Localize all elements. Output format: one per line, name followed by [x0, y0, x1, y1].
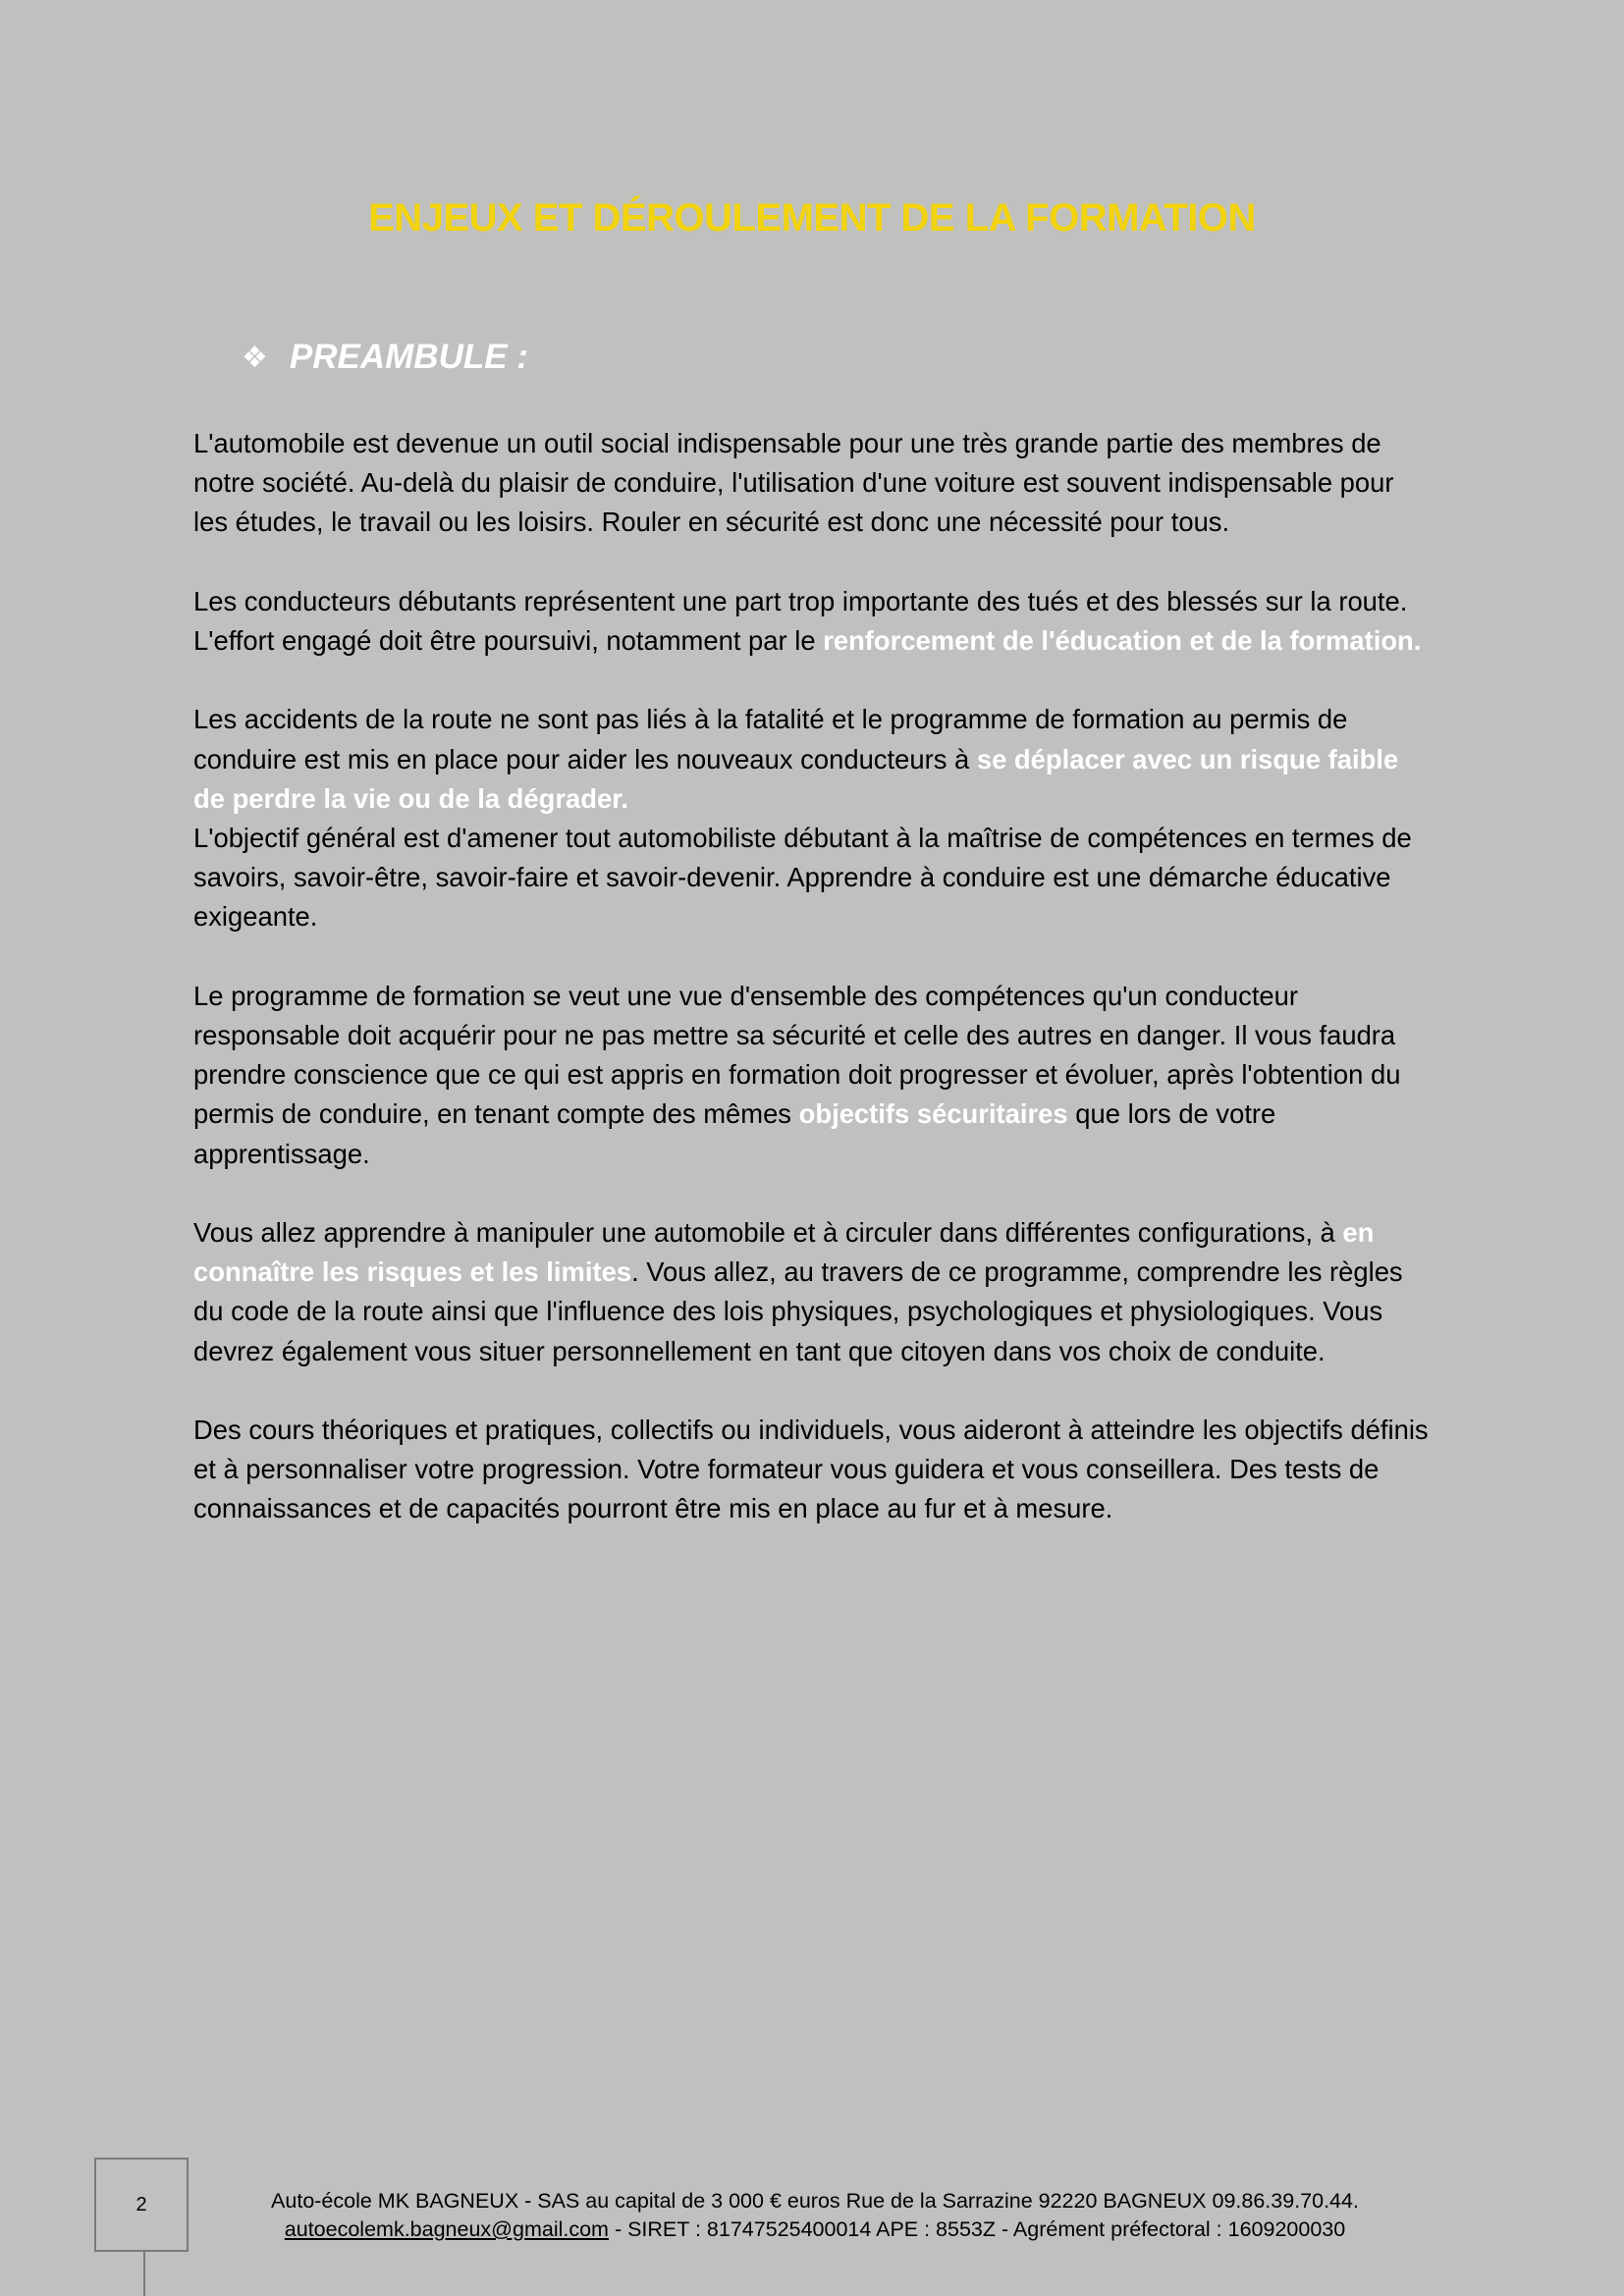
highlighted-text: se déplacer avec un risque faible de perdre la vie ou de la dégrader.	[193, 743, 1399, 814]
paragraph-1	[193, 424, 1435, 543]
paragraph-text: L'automobile est devenue un outil social indispensable pour une très grande partie des membres de notre société. Au-delà du plaisir de conduire, l'utilisation d'une voiture est souvent indispensable pour les études, le travail ou les loisirs. Rouler en sécurité est donc une nécessité pour tous.	[193, 428, 1394, 538]
paragraph-4	[193, 819, 1435, 937]
footer	[196, 2187, 1434, 2244]
footer-email-link[interactable]: autoecolemk.bagneux@gmail.com	[284, 2217, 609, 2241]
paragraph-text: . Vous allez, au travers de ce programme, comprendre les règles du code de la route ainsi que l'influence des lois physiques, psychologiques et physiologiques. Vous devrez également vous situer personnellement en tant que citoyen dans vos choix de conduite.	[193, 1256, 1403, 1366]
paragraph-text: Des cours théoriques et pratiques, collectifs ou individuels, vous aideront à atteindre les objectifs définis et à personnaliser votre progression. Votre formateur vous guidera et vous conseillera. Des tests de connaissances et de capacités pourront être mis en place au fur et à mesure.	[193, 1415, 1429, 1524]
page-number-connector	[143, 2252, 145, 2296]
paragraph-2	[193, 582, 1435, 661]
highlighted-text: objectifs sécuritaires	[798, 1098, 1068, 1130]
footer-legal-info: - SIRET : 81747525400014 APE : 8553Z - Agrément préfectoral : 1609200030	[608, 2217, 1346, 2241]
section-heading-label: PREAMBULE :	[289, 338, 528, 376]
body-text	[193, 424, 1435, 1569]
page-number-box	[94, 2158, 189, 2252]
paragraph-7	[193, 1411, 1435, 1529]
paragraph-text: L'objectif général est d'amener tout automobiliste débutant à la maîtrise de compétences en termes de savoirs, savoir-être, savoir-faire et savoir-devenir. Apprendre à conduire est une démarche éducative exigeante.	[193, 823, 1412, 933]
paragraph-text: Les conducteurs débutants représentent une part trop importante des tués et des blessés sur la route. L'effort engagé doit être poursuivi, notamment par le	[193, 585, 1408, 656]
page-title: ENJEUX ET DÉROULEMENT DE LA FORMATION	[368, 196, 1256, 240]
paragraph-5	[193, 977, 1435, 1174]
paragraph-6	[193, 1213, 1435, 1371]
paragraph-text: Le programme de formation se veut une vue d'ensemble des compétences qu'un conducteur responsable doit acquérir pour ne pas mettre sa sécurité et celle des autres en danger. Il vous faudra prendre conscience que ce qui est appris en formation doit progresser et évoluer, après l'obtention du permis de conduire, en tenant compte des mêmes	[193, 980, 1401, 1130]
section-heading	[242, 338, 528, 377]
footer-line-1: Auto-école MK BAGNEUX - SAS au capital de 3 000 € euros Rue de la Sarrazine 92220 BAGNEUX 09.86.39.70.44.	[271, 2189, 1359, 2213]
highlighted-text: renforcement de l'éducation et de la formation.	[823, 625, 1422, 656]
paragraph-text: que lors de votre apprentissage.	[193, 1098, 1276, 1169]
paragraph-3	[193, 700, 1435, 819]
page-number: 2	[135, 2193, 147, 2216]
footer-line-2	[196, 2216, 1434, 2244]
diamond-bullet-icon: ❖	[242, 341, 268, 374]
paragraph-text: Les accidents de la route ne sont pas liés à la fatalité et le programme de formation au permis de conduire est mis en place pour aider les nouveaux conducteurs à	[193, 704, 1348, 774]
highlighted-text: en connaître les risques et les limites	[193, 1217, 1375, 1288]
paragraph-text: Vous allez apprendre à manipuler une automobile et à circuler dans différentes configurations, à	[193, 1217, 1343, 1248]
